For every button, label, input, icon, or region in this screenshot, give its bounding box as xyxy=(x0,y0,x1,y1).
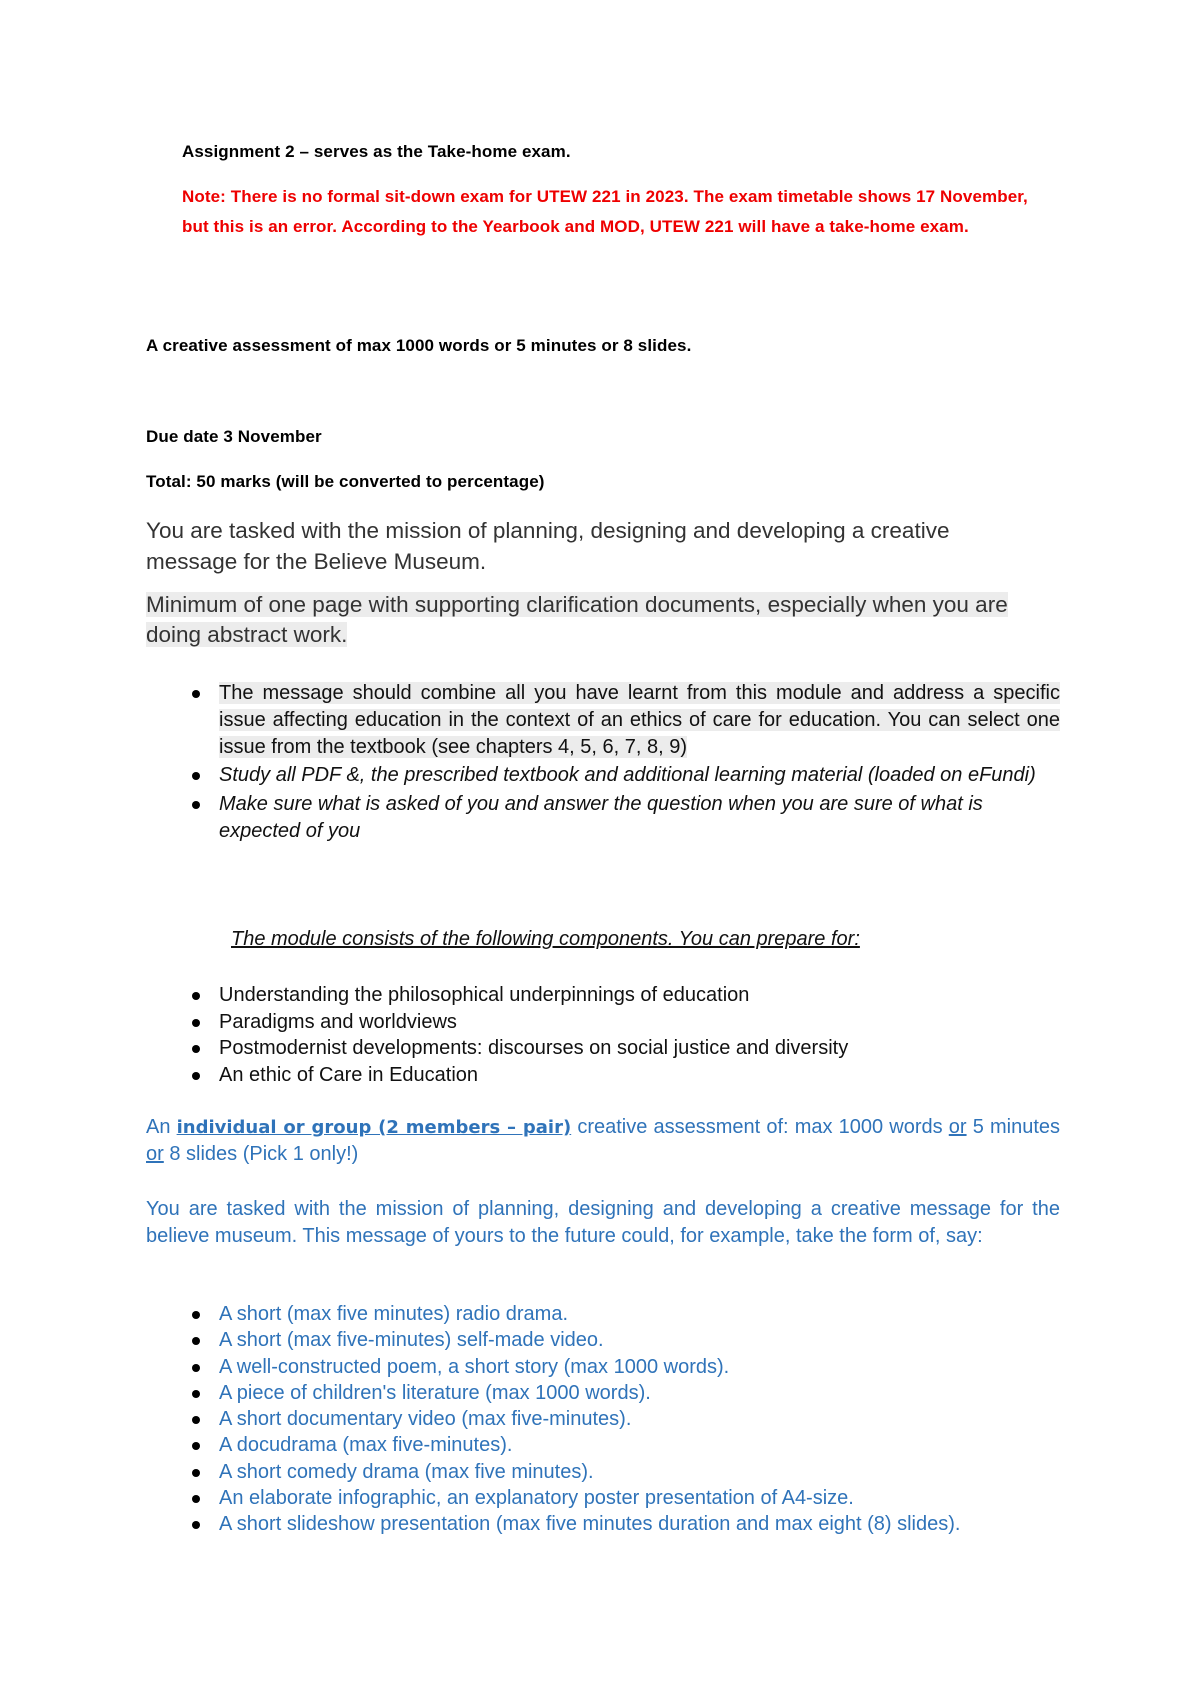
list-item-text: Understanding the philosophical underpinnings of education xyxy=(219,984,750,1006)
bullet-icon xyxy=(192,772,200,780)
components-heading xyxy=(231,928,860,951)
list-item-text: A short slideshow presentation (max five minutes duration and max eight (8) slides). xyxy=(219,1513,961,1536)
or-text: or xyxy=(948,1116,967,1138)
list-item-text: A short comedy drama (max five minutes). xyxy=(219,1460,594,1483)
list-item-text: A piece of children's literature (max 1000 words). xyxy=(219,1381,651,1404)
bullet-icon xyxy=(192,1337,200,1345)
bullet-icon xyxy=(192,1364,200,1372)
list-item xyxy=(146,1380,1106,1406)
intro-paragraph: You are tasked with the mission of planning, designing and developing a creative message for the Believe Museum. xyxy=(146,518,950,574)
individual-prefix: An xyxy=(146,1116,171,1138)
individual-or-group-link[interactable]: individual or group (2 members – pair) xyxy=(176,1117,572,1138)
list-item-text: Study all PDF &, the prescribed textbook and additional learning material (loaded on eFundi) xyxy=(219,764,1036,786)
tasked-paragraph: You are tasked with the mission of planning, designing and developing a creative message for the believe museum. This message of yours to the future could, for example, take the form of, say: xyxy=(146,1198,1060,1247)
components-list xyxy=(146,982,1060,1088)
bullet-icon xyxy=(192,1442,200,1450)
list-item-text: A short (max five minutes) radio drama. xyxy=(219,1303,569,1325)
list-item xyxy=(146,791,1060,845)
minimum-paragraph xyxy=(146,590,1050,650)
list-item-text: The message should combine all you have learnt from this module and address a specific issue affecting education in the context of an ethics of care for education. You can select one issue from the textbook (see chapters 4, 5, 6, 7, 8, 9) xyxy=(219,682,1060,758)
bullet-icon xyxy=(192,1416,200,1424)
bullet-icon xyxy=(192,1521,200,1529)
bullet-icon xyxy=(192,1311,200,1319)
bullet-icon xyxy=(192,690,200,698)
requirements-list xyxy=(146,680,1060,845)
list-item-text: Paradigms and worldviews xyxy=(219,1010,457,1033)
list-item xyxy=(146,1511,1106,1537)
list-item xyxy=(146,1062,1060,1089)
exam-note: Note: There is no formal sit-down exam for UTEW 221 in 2023. The exam timetable shows 17 November, but this is an error. According to the Yearbook and MOD, UTEW 221 will have a take-home exam. xyxy=(182,187,1028,236)
components-heading-text: The module consists of the following components. You can prepare for: xyxy=(231,928,860,950)
list-item-text: Make sure what is asked of you and answer the question when you are sure of what is expected of you xyxy=(219,793,983,842)
options-list xyxy=(146,1301,1106,1538)
due-date: Due date 3 November xyxy=(146,427,322,446)
assignment-heading: Assignment 2 – serves as the Take-home exam. xyxy=(182,142,571,161)
bullet-icon xyxy=(192,1072,200,1080)
list-item-text: A docudrama (max five-minutes). xyxy=(219,1434,513,1457)
or-text: or xyxy=(146,1143,164,1165)
list-item-text: Postmodernist developments: discourses on social justice and diversity xyxy=(219,1037,849,1059)
list-item xyxy=(146,1009,1060,1036)
five-minutes-text: 5 minutes xyxy=(972,1116,1060,1138)
list-item-text: An ethic of Care in Education xyxy=(219,1063,479,1086)
list-item xyxy=(146,1459,1106,1485)
list-item xyxy=(146,762,1060,789)
minimum-text: Minimum of one page with supporting clarification documents, especially when you are doing abstract work. xyxy=(146,592,1008,647)
individual-paragraph xyxy=(146,1114,1060,1167)
list-item-text: An elaborate infographic, an explanatory poster presentation of A4-size. xyxy=(219,1487,854,1510)
list-item-text: A short documentary video (max five-minutes). xyxy=(219,1408,632,1431)
bullet-icon xyxy=(192,992,200,1000)
list-item xyxy=(146,1432,1106,1458)
list-item xyxy=(146,680,1060,761)
list-item xyxy=(146,1035,1060,1062)
total-marks: Total: 50 marks (will be converted to percentage) xyxy=(146,472,545,491)
bullet-icon xyxy=(192,1469,200,1477)
bullet-icon xyxy=(192,1019,200,1027)
list-item xyxy=(146,982,1060,1009)
list-item xyxy=(146,1354,1106,1380)
individual-middle: creative assessment of: max 1000 words xyxy=(577,1116,943,1138)
list-item xyxy=(146,1301,1106,1327)
list-item xyxy=(146,1406,1106,1432)
list-item-text: A well-constructed poem, a short story (max 1000 words). xyxy=(219,1355,730,1378)
bullet-icon xyxy=(192,1495,200,1503)
bullet-icon xyxy=(192,1390,200,1398)
bullet-icon xyxy=(192,1045,200,1053)
assessment-line: A creative assessment of max 1000 words or 5 minutes or 8 slides. xyxy=(146,336,692,355)
list-item-text: A short (max five-minutes) self-made video. xyxy=(219,1329,604,1352)
individual-suffix: 8 slides (Pick 1 only!) xyxy=(169,1143,359,1165)
list-item xyxy=(146,1327,1106,1353)
list-item xyxy=(146,1485,1106,1511)
bullet-icon xyxy=(192,801,200,809)
